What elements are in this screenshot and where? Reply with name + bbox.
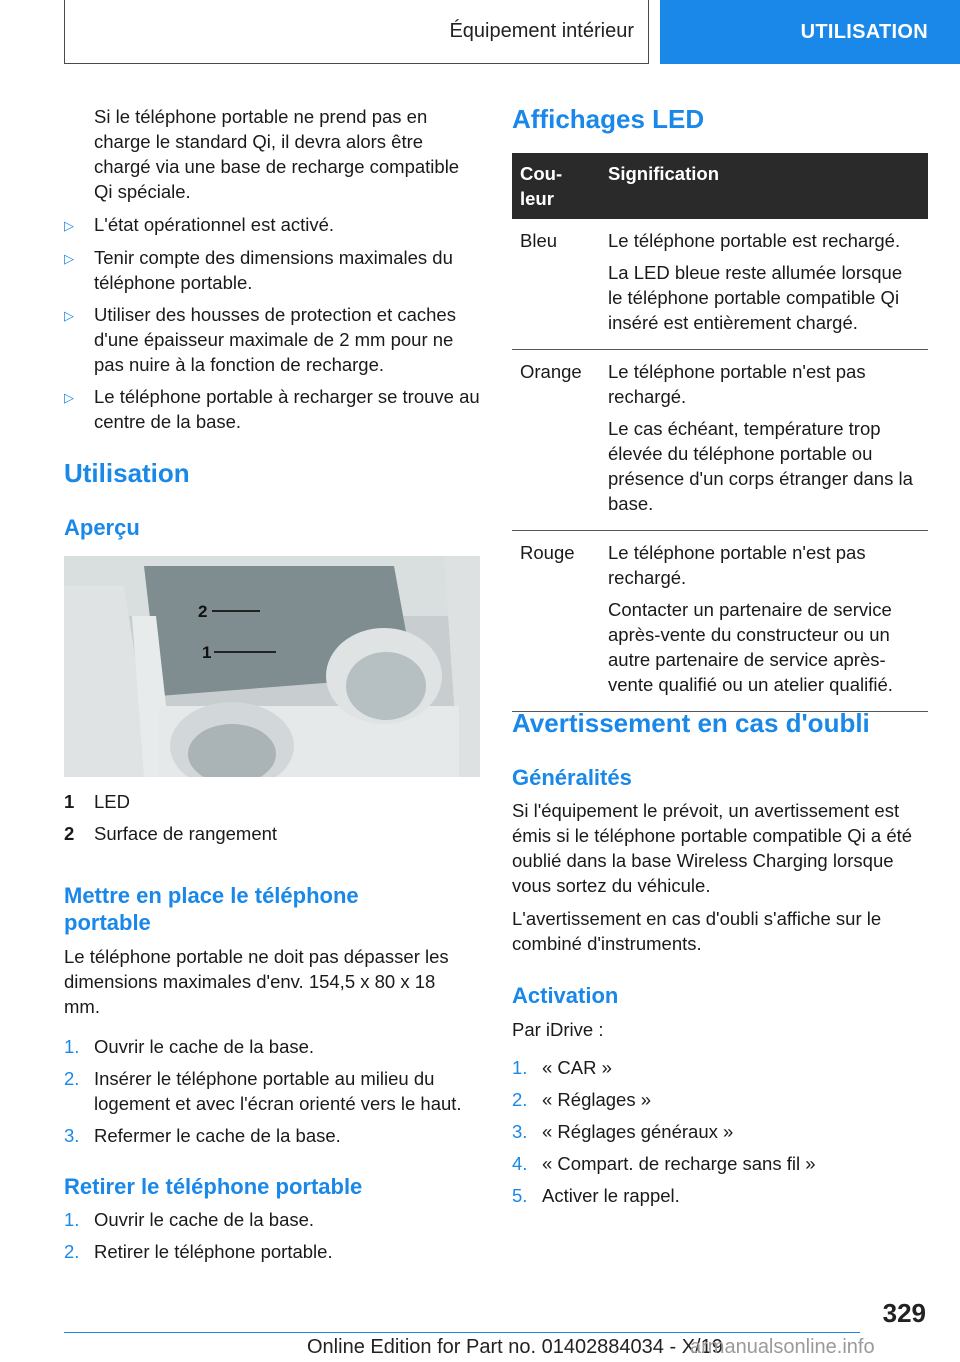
list-item: 2. « Réglages » bbox=[512, 1089, 652, 1110]
list-item: 3. « Réglages généraux » bbox=[512, 1121, 734, 1142]
generalites-paragraph-2: L'avertissement en cas d'oubli s'affiche sur le combiné d'instruments. bbox=[512, 908, 882, 954]
page-number: 329 bbox=[882, 1298, 926, 1328]
triangle-bullet-icon: ▷ bbox=[64, 308, 74, 323]
retirer-steps bbox=[64, 1207, 480, 1264]
list-item: 2. Insérer le téléphone portable au milieu du logement et avec l'écran orienté vers le haut. bbox=[64, 1068, 462, 1114]
column-header-couleur: Cou-leur bbox=[512, 153, 600, 219]
callout-2: 2 bbox=[198, 602, 208, 621]
legend-item: 1 LED bbox=[64, 791, 130, 812]
mettre-paragraph: Le téléphone portable ne doit pas dépasser les dimensions maximales d'env. 154,5 x 80 x 18 mm. bbox=[64, 946, 449, 1017]
table-row: Bleu Le téléphone portable est rechargé. La LED bleue reste allumée lorsque le téléphone portable compatible Qi inséré est entièrement chargé. bbox=[512, 219, 928, 350]
triangle-bullet-icon: ▷ bbox=[64, 390, 74, 405]
list-item: 2. Retirer le téléphone portable. bbox=[64, 1241, 333, 1262]
table-header-row bbox=[512, 153, 928, 219]
heading-utilisation: Utilisation bbox=[64, 458, 190, 488]
footer-divider bbox=[64, 1332, 860, 1333]
table-row: Rouge Le téléphone portable n'est pas rechargé. Contacter un partenaire de service après-vente du constructeur ou un autre partenaire de service après-vente qualifié ou un atelier qualifié. bbox=[512, 531, 928, 712]
callout-1: 1 bbox=[202, 643, 212, 662]
heading-affichages-led: Affichages LED bbox=[512, 104, 705, 134]
list-item: 1. Ouvrir le cache de la base. bbox=[64, 1209, 315, 1230]
heading-retirer: Retirer le téléphone portable bbox=[64, 1174, 363, 1199]
heading-avertissement: Avertissement en cas d'oubli bbox=[512, 708, 870, 738]
list-item: ▷ Utiliser des housses de protection et caches d'une épaisseur maximale de 2 mm pour ne pas nuire à la fonction de recharge. bbox=[64, 304, 456, 375]
list-item: 5. Activer le rappel. bbox=[512, 1185, 680, 1206]
header-chapter-tab[interactable]: UTILISATION bbox=[660, 0, 960, 64]
heading-apercu: Aperçu bbox=[64, 515, 140, 540]
heading-generalites: Généralités bbox=[512, 765, 632, 790]
header-section-title: Équipement intérieur bbox=[64, 0, 649, 64]
requirements-list bbox=[64, 212, 480, 434]
legend-item: 2 Surface de rangement bbox=[64, 823, 278, 844]
triangle-bullet-icon: ▷ bbox=[64, 251, 74, 266]
list-item: 1. Ouvrir le cache de la base. bbox=[64, 1036, 315, 1057]
led-table bbox=[512, 153, 928, 712]
heading-activation: Activation bbox=[512, 983, 619, 1008]
list-item: 4. « Compart. de recharge sans fil » bbox=[512, 1153, 816, 1174]
table-row: Orange Le téléphone portable n'est pas rechargé. Le cas échéant, température trop élevée du téléphone portable ou présence d'un corps étranger dans la base. bbox=[512, 350, 928, 531]
activation-steps bbox=[512, 1055, 928, 1208]
triangle-bullet-icon: ▷ bbox=[64, 218, 74, 233]
heading-mettre-en-place: Mettre en place le téléphone portable bbox=[64, 883, 359, 935]
mettre-steps bbox=[64, 1034, 480, 1148]
list-item: ▷ Le téléphone portable à recharger se trouve au centre de la base. bbox=[64, 386, 480, 432]
list-item: ▷ Tenir compte des dimensions maximales du téléphone portable. bbox=[64, 247, 453, 293]
edition-note: Online Edition for Part no. 01402884034 - X/19 bbox=[307, 1336, 723, 1358]
list-item: 1. « CAR » bbox=[512, 1057, 612, 1078]
list-item: 3. Refermer le cache de la base. bbox=[64, 1125, 341, 1146]
intro-paragraph: Si le téléphone portable ne prend pas en charge le standard Qi, il devra alors être chargé via une base de recharge compatible Qi spéciale. bbox=[94, 106, 460, 202]
watermark-text: armanualsonline.info bbox=[690, 1336, 875, 1358]
column-header-signification: Signification bbox=[600, 153, 928, 219]
list-item: ▷ L'état opérationnel est activé. bbox=[64, 212, 480, 238]
activation-intro: Par iDrive : bbox=[512, 1019, 604, 1040]
wireless-charging-tray-image bbox=[64, 556, 480, 777]
generalites-paragraph-1: Si l'équipement le prévoit, un avertissement est émis si le téléphone portable compatible Qi a été oublié dans la base Wireless Charging lorsque vous sortez du véhicule. bbox=[512, 800, 913, 896]
image-legend bbox=[64, 789, 480, 846]
